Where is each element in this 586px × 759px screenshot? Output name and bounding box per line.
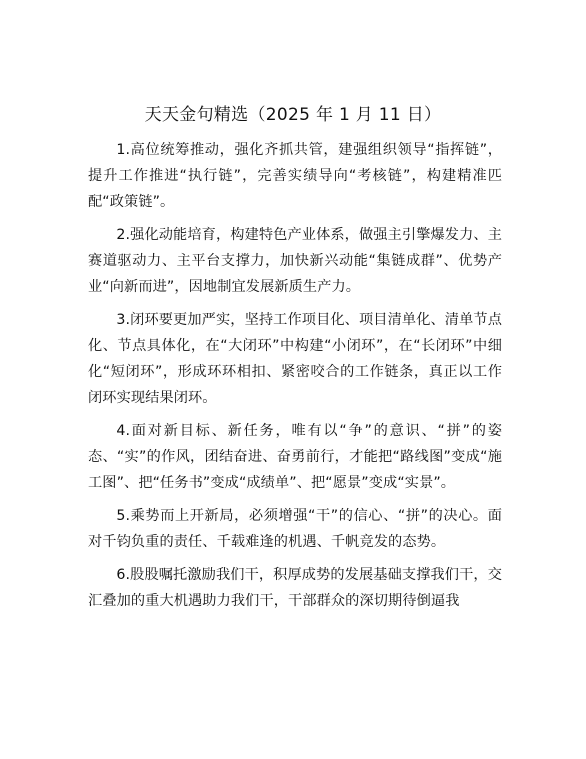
document-title: 天天金句精选（2025 年 1 月 11 日） [144,105,442,125]
paragraph-5: 5.乘势而上开新局，必须增强“干”的信心、“拼”的决心。面对千钧负重的责任、千载难逢的机遇、千帆竞发的态势。 [88,508,502,550]
paragraph-1: 1.高位统筹推动，强化齐抓共管，建强组织领导“指挥链”，提升工作推进“执行链”，完善实绩导向“考核链”，构建精准匹配“政策链”。 [88,142,502,210]
paragraph-2: 2.强化动能培育，构建特色产业体系，做强主引擎爆发力、主赛道驱动力、主平台支撑力，加快新兴动能“集链成群”、优势产业“向新而进”，因地制宜发展新质生产力。 [88,227,502,295]
paragraph-6: 6.股股嘱托激励我们干，积厚成势的发展基础支撑我们干，交汇叠加的重大机遇助力我们干，干部群众的深切期待倒逼我 [88,567,502,609]
document-body [88,137,502,621]
paragraph-4: 4.面对新目标、新任务，唯有以“争”的意识、“拼”的姿态、“实”的作风，团结奋进、奋勇前行，才能把“路线图”变成“施工图”、把“任务书”变成“成绩单”、把“愿景”变成“实景”。 [88,423,502,491]
paragraph-3: 3.闭环要更加严实，坚持工作项目化、项目清单化、清单节点化、节点具体化，在“大闭环”中构建“小闭环”，在“长闭环”中细化“短闭环”，形成环环相扣、紧密咬合的工作链条，真正以工作闭环实现结果闭环。 [88,312,502,406]
